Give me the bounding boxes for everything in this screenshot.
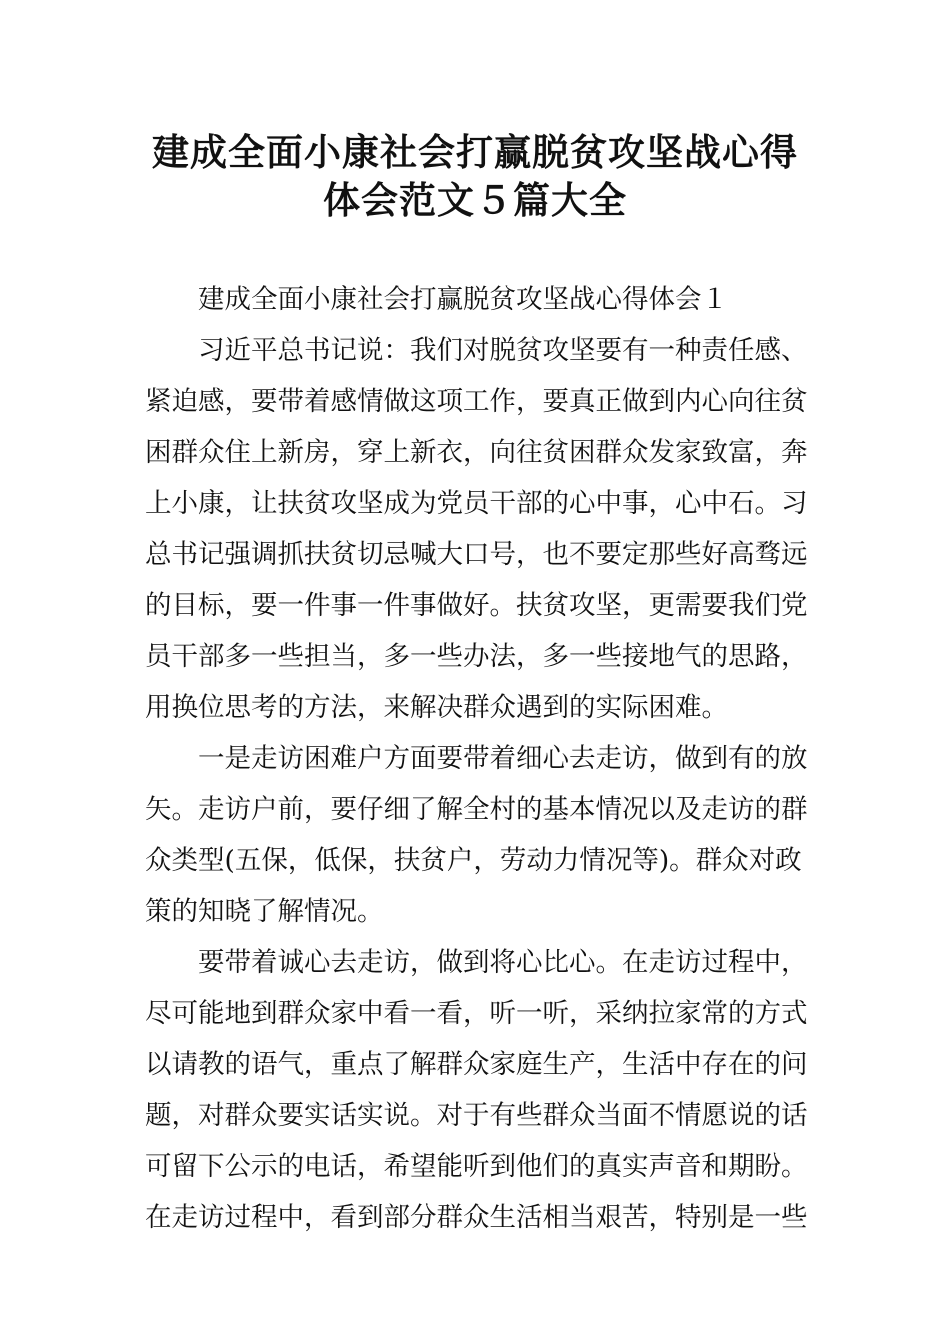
section-heading: 建成全面小康社会打赢脱贫攻坚战心得体会１ bbox=[198, 284, 728, 315]
paragraph-line: 员干部多一些担当，多一些办法，多一些接地气的思路， bbox=[145, 641, 808, 672]
paragraph-line: 用换位思考的方法，来解决群众遇到的实际困难。 bbox=[145, 692, 728, 723]
paragraph-line: 众类型(五保，低保，扶贫户，劳动力情况等)。群众对政 bbox=[145, 845, 802, 876]
document-title-line-1: 建成全面小康社会打赢脱贫攻坚战心得 bbox=[152, 131, 798, 174]
paragraph-line: 矢。走访户前，要仔细了解全村的基本情况以及走访的群 bbox=[145, 794, 808, 825]
paragraph-line: 题，对群众要实话实说。对于有些群众当面不情愿说的话 bbox=[145, 1100, 808, 1131]
paragraph-line: 以请教的语气，重点了解群众家庭生产，生活中存在的问 bbox=[145, 1049, 808, 1080]
paragraph-line: 紧迫感，要带着感情做这项工作，要真正做到内心向往贫 bbox=[145, 386, 808, 417]
document-title-line-2: 体会范文５篇大全 bbox=[323, 179, 627, 222]
paragraph-line: 困群众住上新房，穿上新衣，向往贫困群众发家致富，奔 bbox=[145, 437, 808, 468]
document-body bbox=[145, 274, 815, 1243]
paragraph-line: 在走访过程中，看到部分群众生活相当艰苦，特别是一些 bbox=[145, 1202, 808, 1233]
paragraph-line: 上小康，让扶贫攻坚成为党员干部的心中事，心中石。习 bbox=[145, 488, 808, 519]
paragraph-line: 尽可能地到群众家中看一看，听一听，采纳拉家常的方式 bbox=[145, 998, 808, 1029]
paragraph-line: 要带着诚心去走访，做到将心比心。在走访过程中， bbox=[198, 947, 808, 978]
paragraph-line: 一是走访困难户方面要带着细心去走访，做到有的放 bbox=[198, 743, 808, 774]
paragraph-line: 总书记强调抓扶贫切忌喊大口号，也不要定那些好高骛远 bbox=[145, 539, 808, 570]
paragraph-line: 习近平总书记说：我们对脱贫攻坚要有一种责任感、 bbox=[198, 335, 808, 366]
paragraph-line: 的目标，要一件事一件事做好。扶贫攻坚，更需要我们党 bbox=[145, 590, 808, 621]
paragraph-line: 可留下公示的电话，希望能听到他们的真实声音和期盼。 bbox=[145, 1151, 808, 1182]
paragraph-line: 策的知晓了解情况。 bbox=[145, 896, 384, 927]
